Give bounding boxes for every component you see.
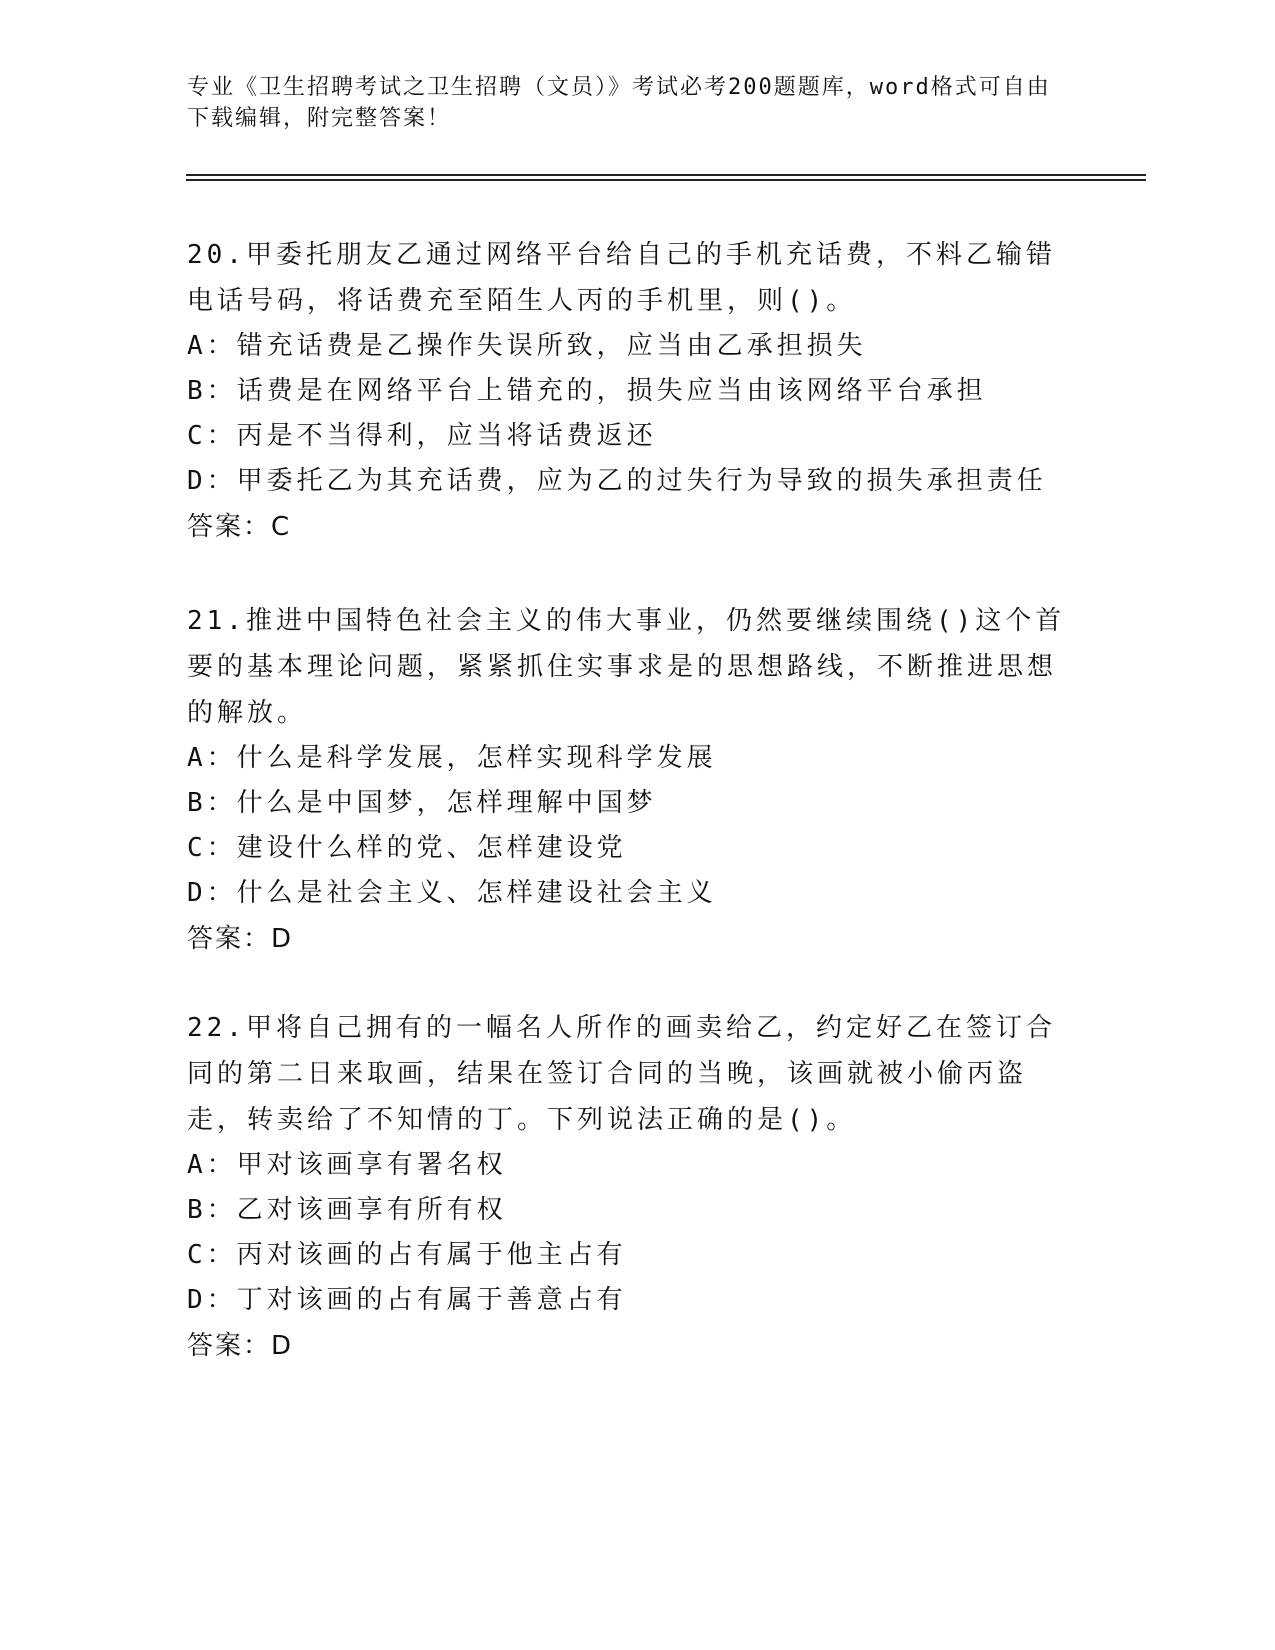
question-21 bbox=[187, 598, 1067, 962]
question-22 bbox=[187, 1005, 1067, 1369]
option-b: B：什么是中国梦，怎样理解中国梦 bbox=[187, 788, 657, 818]
option-a: A：错充话费是乙操作失误所致，应当由乙承担损失 bbox=[187, 331, 867, 361]
option-b: B：话费是在网络平台上错充的，损失应当由该网络平台承担 bbox=[187, 376, 987, 406]
answer-label: 答案：C bbox=[187, 512, 292, 542]
option-d: D：丁对该画的占有属于善意占有 bbox=[187, 1285, 627, 1315]
option-d: D：甲委托乙为其充话费，应为乙的过失行为导致的损失承担责任 bbox=[187, 466, 1047, 496]
answer-label: 答案：D bbox=[187, 924, 294, 954]
header-divider-bottom bbox=[186, 179, 1146, 181]
question-20 bbox=[187, 232, 1067, 550]
question-stem: 20.甲委托朋友乙通过网络平台给自己的手机充话费，不料乙输错电话号码，将话费充至陌生人丙的手机里，则()。 bbox=[187, 240, 1056, 316]
option-a: A：甲对该画享有署名权 bbox=[187, 1150, 507, 1180]
header-divider-top bbox=[186, 174, 1146, 176]
answer-label: 答案：D bbox=[187, 1331, 294, 1361]
question-stem: 21.推进中国特色社会主义的伟大事业，仍然要继续围绕()这个首要的基本理论问题，紧紧抓住实事求是的思想路线，不断推进思想的解放。 bbox=[187, 606, 1066, 728]
option-b: B：乙对该画享有所有权 bbox=[187, 1195, 507, 1225]
option-c: C：建设什么样的党、怎样建设党 bbox=[187, 833, 627, 863]
option-a: A：什么是科学发展，怎样实现科学发展 bbox=[187, 743, 717, 773]
option-c: C：丙对该画的占有属于他主占有 bbox=[187, 1240, 627, 1270]
header-text: 专业《卫生招聘考试之卫生招聘（文员）》考试必考200题题库，word格式可自由下载编辑，附完整答案！ bbox=[187, 75, 1051, 131]
document-header bbox=[187, 72, 1067, 134]
option-d: D：什么是社会主义、怎样建设社会主义 bbox=[187, 878, 717, 908]
option-c: C：丙是不当得利，应当将话费返还 bbox=[187, 421, 657, 451]
question-stem: 22.甲将自己拥有的一幅名人所作的画卖给乙，约定好乙在签订合同的第二日来取画，结果在签订合同的当晚，该画就被小偷丙盗走，转卖给了不知情的丁。下列说法正确的是()。 bbox=[187, 1013, 1056, 1135]
